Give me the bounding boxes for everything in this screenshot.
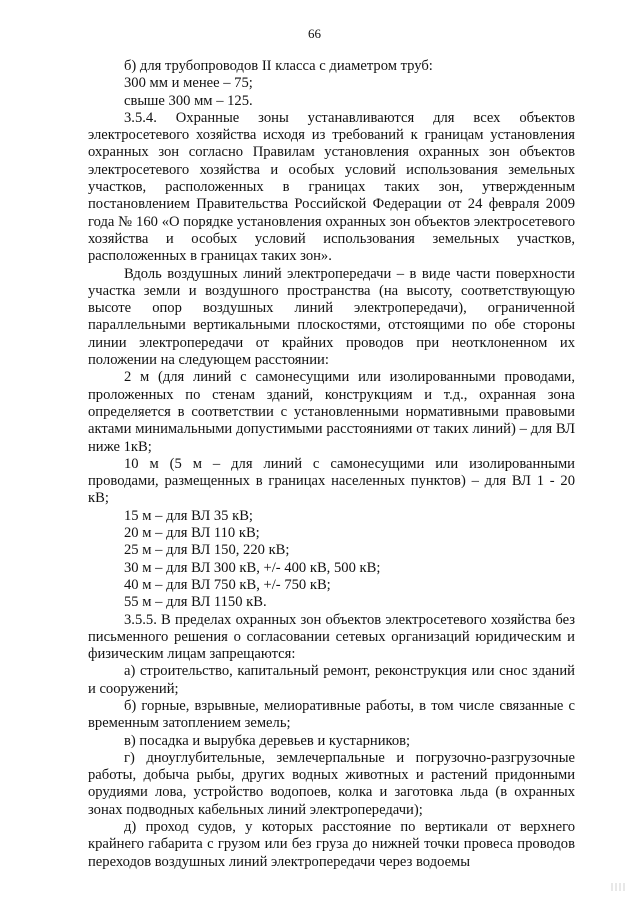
paragraph-3-5-5: 3.5.5. В пределах охранных зон объектов электросетевого хозяйства без письменного решения о согласовании сетевых организаций юридическим и физическим лицам запрещаются: — [88, 611, 575, 663]
list-item-20m: 20 м – для ВЛ 110 кВ; — [124, 525, 260, 542]
paragraph-3-5-4: 3.5.4. Охранные зоны устанавливаются для всех объектов электросетевого хозяйства исходя из требований к границам установления охранных зон согласно Правилам установления охранных зон объектов электросетевого хозяйства и особых условий использования земельных участков, расположенных в границах таких зон, утвержденным постановлением Правительства Российской Федерации от 24 февраля 2009 года № 160 «О порядке установления охранных зон объектов электросетевого хозяйства и особых условий использования земельных участков, расположенных в границах таких зон». — [88, 109, 575, 265]
paragraph-10m-1-20kv: 10 м (5 м – для линий с самонесущими или изолированными проводами, размещенных в границах населенных пунктов) – для ВЛ 1 - 20 кВ; — [88, 455, 575, 507]
list-item-30m: 30 м – для ВЛ 300 кВ, +/- 400 кВ, 500 кВ; — [124, 559, 381, 576]
document-body — [88, 58, 575, 871]
scan-artifact — [611, 883, 625, 891]
list-item-d-ship-passage: д) проход судов, у которых расстояние по вертикали от верхнего крайнего габарита с грузом или без груза до нижней точки провеса проводов переходов воздушных линий электропередачи через водоемы — [88, 819, 575, 870]
list-item-a-construction: а) строительство, капитальный ремонт, реконструкция или снос зданий и сооружений; — [88, 663, 575, 697]
list-item-g-dredging: г) дноуглубительные, землечерпальные и погрузочно-разгрузочные работы, добыча рыбы, других водных животных и растений придонными орудиями лова, устройство водопоев, колка и заготовка льда (в охранных зонах подводных кабельных линий электропередачи); — [88, 749, 575, 818]
paragraph-over-300mm: свыше 300 мм – 125. — [124, 92, 253, 109]
list-item-40m: 40 м – для ВЛ 750 кВ, +/- 750 кВ; — [124, 576, 331, 593]
paragraph-2m-below-1kv: 2 м (для линий с самонесущими или изолированными проводами, проложенных по стенам зданий, конструкциям и т.д., охранная зона определяется в соответствии с установленными нормативными правовыми актами минимальными допустимыми расстояниями от таких линий) – для ВЛ ниже 1кВ; — [88, 369, 575, 455]
list-item-v-trees: в) посадка и вырубка деревьев и кустарников; — [124, 732, 411, 749]
page-number: 66 — [308, 26, 321, 41]
list-item-b-mining: б) горные, взрывные, мелиоративные работы, в том числе связанные с временным затоплением земель; — [88, 697, 575, 732]
paragraph-along-overhead-lines: Вдоль воздушных линий электропередачи – в виде части поверхности участка земли и воздушного пространства (на высоту, соответствующую высоте опор воздушных линий электропередачи), ограниченной параллельными вертикальными плоскостями, отстоящими по обе стороны линии электропередачи от крайних проводов при неотклоненном их положении на следующем расстоянии: — [88, 265, 575, 369]
paragraph-pipeline-class-2: б) для трубопроводов II класса с диаметром труб: — [124, 58, 433, 74]
list-item-25m: 25 м – для ВЛ 150, 220 кВ; — [124, 542, 290, 559]
list-item-55m: 55 м – для ВЛ 1150 кВ. — [124, 594, 267, 611]
list-item-15m: 15 м – для ВЛ 35 кВ; — [124, 507, 253, 524]
paragraph-300mm-and-less: 300 мм и менее – 75; — [124, 75, 253, 92]
